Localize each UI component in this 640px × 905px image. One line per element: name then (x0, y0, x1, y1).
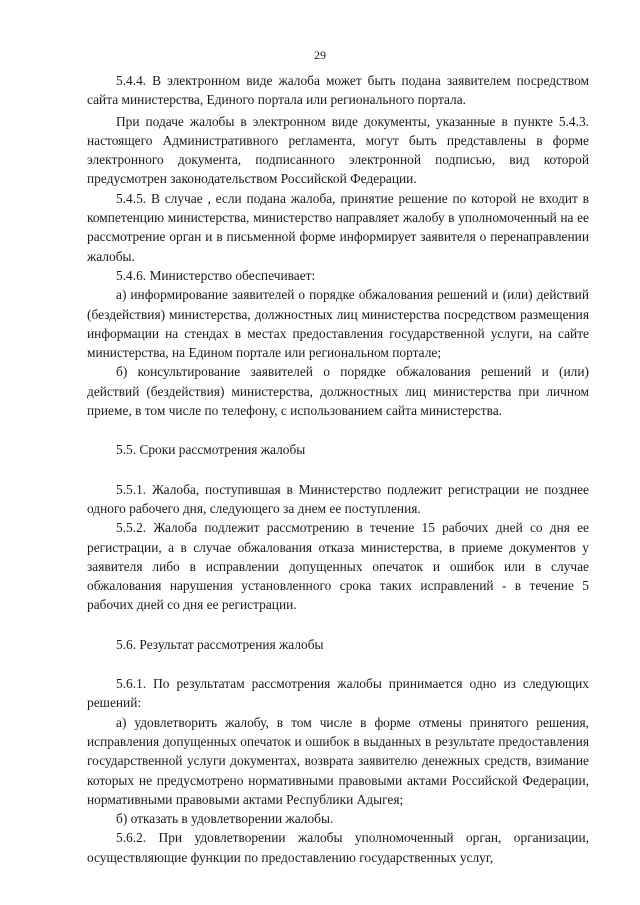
paragraph-5-4-6: 5.4.6. Министерство обеспечивает: (116, 267, 316, 283)
list-item-a-satisfy: а) удовлетворить жалобу, в том числе в форме отмены принятого решения, исправления допущенных опечаток и ошибок в выданных в результате предоставления государственной услуги документах, возврата заявителю денежных средств, взимание которых не предусмотрено нормативными правовыми актами Российской Федерации, нормативными правовыми актами Республики Адыгея; (87, 714, 589, 807)
paragraph-5-4-4: 5.4.4. В электронном виде жалоба может быть подана заявителем посредством сайта министерства, Единого портала или регионального портала. (87, 73, 589, 108)
section-heading-5-5: 5.5. Сроки рассмотрения жалобы (116, 442, 306, 458)
paragraph-5-6-1: 5.6.1. По результатам рассмотрения жалобы принимается одно из следующих решений: (87, 676, 589, 711)
paragraph-electronic-documents: При подаче жалобы в электронном виде документы, указанные в пункте 5.4.3. настоящего Административного регламента, могут быть представлены в форме электронного документа, подписанного электронной подписью, вид которой предусмотрен законодательством Российской Федерации. (87, 113, 589, 187)
list-item-b-consulting: б) консультирование заявителей о порядке обжалования решений и (или) действий (бездействия) министерства, должностных лиц министерства при личном приеме, в том числе по телефону, с использованием сайта министерства. (87, 364, 589, 419)
document-body (87, 71, 589, 867)
list-item-a-informing: а) информирование заявителей о порядке обжалования решений и (или) действий (бездействия) министерства, должностных лиц министерства посредством размещения информации на стендах в местах предоставления государственной услуги, на сайте министерства, на Едином портале или региональном портале; (87, 287, 589, 361)
paragraph-5-4-5: 5.4.5. В случае , если подана жалоба, принятие решение по которой не входит в компетенцию министерства, министерство направляет жалобу в уполномоченный на ее рассмотрение орган и в письменной форме информирует заявителя о перенаправлении жалобы. (87, 190, 589, 264)
page-number: 29 (314, 48, 326, 62)
paragraph-5-5-1: 5.5.1. Жалоба, поступившая в Министерство подлежит регистрации не позднее одного рабочего дня, следующего за днем ее поступления. (87, 481, 589, 516)
paragraph-5-5-2: 5.5.2. Жалоба подлежит рассмотрению в течение 15 рабочих дней со дня ее регистрации, а в случае обжалования отказа министерства, в приеме документов у заявителя либо в исправлении допущенных опечаток и ошибок или в случае обжалования нарушения установленного срока таких исправлений - в течение 5 рабочих дней со дня ее регистрации. (87, 520, 589, 613)
paragraph-5-6-2: 5.6.2. При удовлетворении жалобы уполномоченный орган, организации, осуществляющие функции по предоставлению государственных услуг, (87, 830, 589, 865)
section-heading-5-6: 5.6. Результат рассмотрения жалобы (116, 636, 324, 652)
list-item-b-refuse: б) отказать в удовлетворении жалобы. (116, 811, 334, 827)
